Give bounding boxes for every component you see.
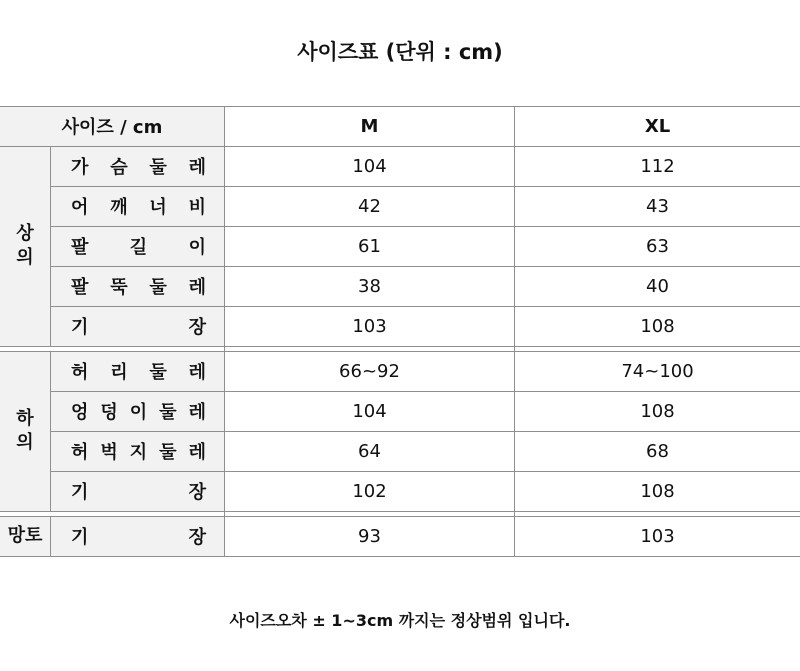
header-size-label: 사이즈 / cm (61, 117, 163, 138)
cell-sleeve-xl: 63 (646, 235, 669, 257)
group-top-char-2: 의 (16, 247, 34, 268)
cell-cape-length-xl: 103 (640, 525, 675, 547)
header-col-m: M (360, 115, 379, 137)
group-bottom-char-1: 하 (16, 408, 34, 429)
cell-top-length-xl: 108 (640, 315, 675, 337)
row-label-thigh: 허 벅 지 둘 레 (71, 442, 206, 463)
cell-chest-xl: 112 (640, 155, 675, 177)
header-col-xl: XL (644, 115, 671, 137)
cell-thigh-m: 64 (358, 440, 381, 462)
size-table (0, 106, 800, 558)
cell-thigh-xl: 68 (646, 440, 669, 462)
cell-waist-m: 66~92 (339, 360, 400, 382)
group-cape-label: 망토 (7, 525, 43, 546)
row-label-shoulder: 어 깨 너 비 (71, 197, 206, 218)
row-label-waist: 허 리 둘 레 (71, 362, 206, 383)
group-top-char-1: 상 (16, 223, 34, 244)
cell-top-length-m: 103 (352, 315, 387, 337)
cell-cape-length-m: 93 (358, 525, 381, 547)
cell-forearm-m: 38 (358, 275, 381, 297)
size-tolerance-note: 사이즈오차 ± 1~3cm 까지는 정상범위 입니다. (229, 611, 571, 630)
group-bottom-char-2: 의 (16, 432, 34, 453)
row-label-hip: 엉 덩 이 둘 레 (71, 402, 206, 423)
page-title: 사이즈표 (단위 : cm) (297, 40, 503, 64)
cell-hip-xl: 108 (640, 400, 675, 422)
row-label-top-length: 기 장 (71, 317, 206, 338)
cell-waist-xl: 74~100 (621, 360, 694, 382)
cell-bottom-length-xl: 108 (640, 480, 675, 502)
cell-bottom-length-m: 102 (352, 480, 387, 502)
cell-forearm-xl: 40 (646, 275, 669, 297)
row-label-forearm: 팔 뚝 둘 레 (71, 277, 206, 298)
group-top-label (0, 146, 50, 346)
cell-chest-m: 104 (352, 155, 387, 177)
row-label-cape-length: 기 장 (71, 527, 206, 548)
row-label-sleeve: 팔 길 이 (71, 237, 206, 258)
cell-shoulder-xl: 43 (646, 195, 669, 217)
cell-hip-m: 104 (352, 400, 387, 422)
row-label-chest: 가 슴 둘 레 (71, 157, 206, 178)
cell-sleeve-m: 61 (358, 235, 381, 257)
cell-shoulder-m: 42 (358, 195, 381, 217)
group-bottom-label (0, 351, 50, 511)
row-label-bottom-length: 기 장 (71, 482, 206, 503)
